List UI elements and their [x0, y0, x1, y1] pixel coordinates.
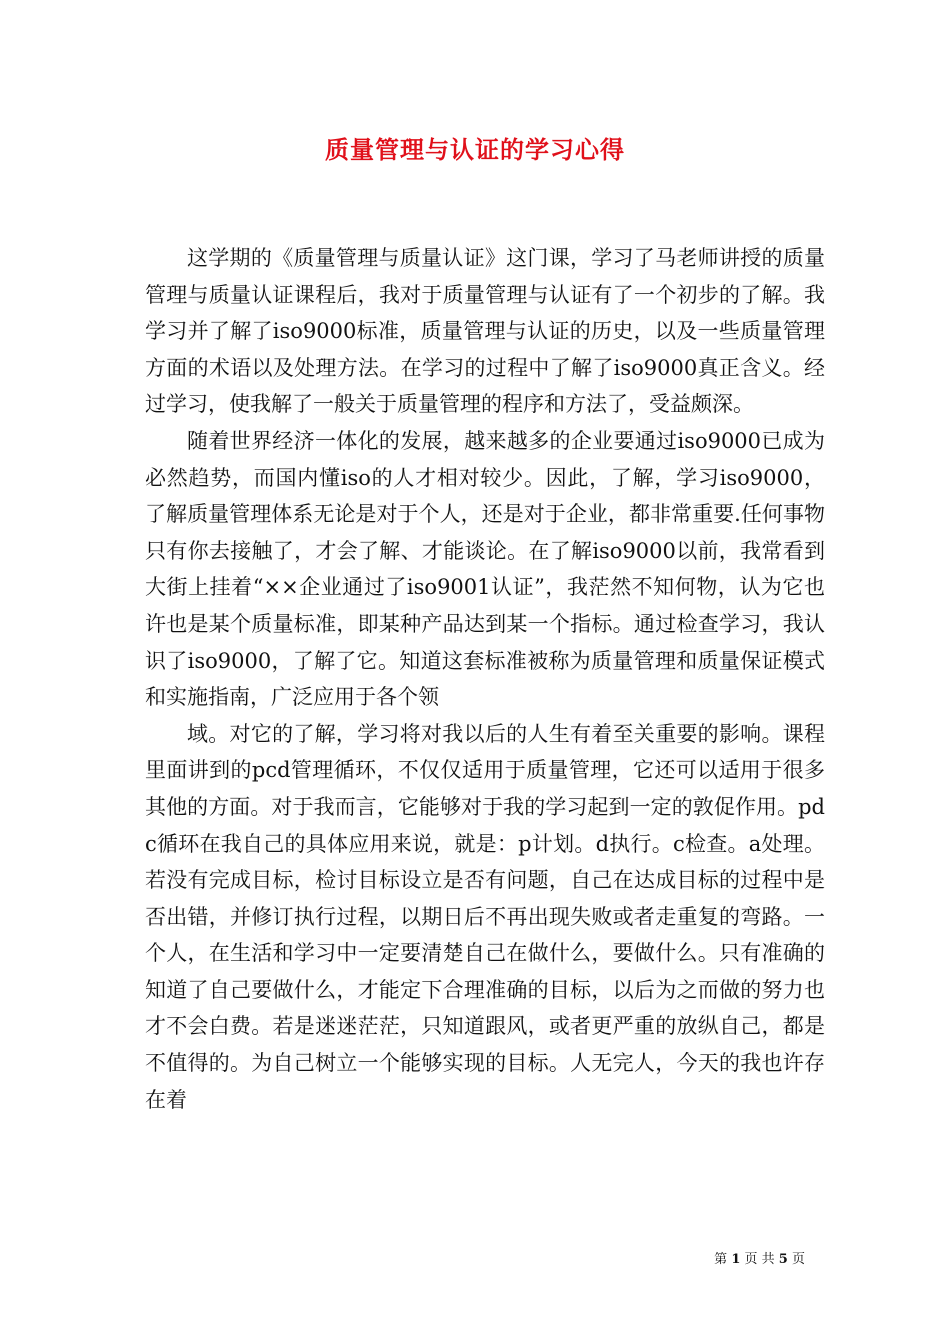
- footer-suffix: 页: [791, 1252, 805, 1267]
- current-page-number: 1: [731, 1252, 741, 1267]
- paragraph-2: 随着世界经济一体化的发展，越来越多的企业要通过iso9000已成为必然趋势，而国内懂iso的人才相对较少。因此，了解，学习iso9000，了解质量管理体系无论是对于个人，还是对于企业，都非常重要.任何事物只有你去接触了，才会了解、才能谈论。在了解iso9000以前，我常看到大街上挂着“××企业通过了iso9001认证”，我茫然不知何物，认为它也许也是某个质量标准，即某种产品达到某一个指标。通过检查学习，我认识了iso9000，了解了它。知道这套标准被称为质量管理和质量保证模式和实施指南，广泛应用于各个领: [145, 428, 825, 710]
- document-body: [145, 240, 825, 1118]
- paragraph-3: 域。对它的了解，学习将对我以后的人生有着至关重要的影响。课程里面讲到的pcd管理循环，不仅仅适用于质量管理，它还可以适用于很多其他的方面。对于我而言，它能够对于我的学习起到一定的敦促作用。pdc循环在我自己的具体应用来说，就是：p计划。d执行。c检查。a处理。若没有完成目标，检讨目标设立是否有问题，自己在达成目标的过程中是否出错，并修订执行过程，以期日后不再出现失败或者走重复的弯路。一个人，在生活和学习中一定要清楚自己在做什么，要做什么。只有准确的知道了自己要做什么，才能定下合理准确的目标，以后为之而做的努力也才不会白费。若是迷迷茫茫，只知道跟风，或者更严重的放纵自己，都是不值得的。为自己树立一个能够实现的目标。人无完人，今天的我也许存在着: [145, 721, 825, 1112]
- footer-middle: 页 共: [744, 1252, 775, 1267]
- paragraph-1: 这学期的《质量管理与质量认证》这门课，学习了马老师讲授的质量管理与质量认证课程后，我对于质量管理与认证有了一个初步的了解。我学习并了解了iso9000标准，质量管理与认证的历史，以及一些质量管理方面的术语以及处理方法。在学习的过程中了解了iso9000真正含义。经过学习，使我解了一般关于质量管理的程序和方法了，受益颇深。: [145, 246, 825, 417]
- total-pages-number: 5: [778, 1252, 788, 1267]
- document-title: 质量管理与认证的学习心得: [325, 135, 625, 164]
- footer-prefix: 第: [714, 1252, 728, 1267]
- page-footer: [714, 1248, 805, 1267]
